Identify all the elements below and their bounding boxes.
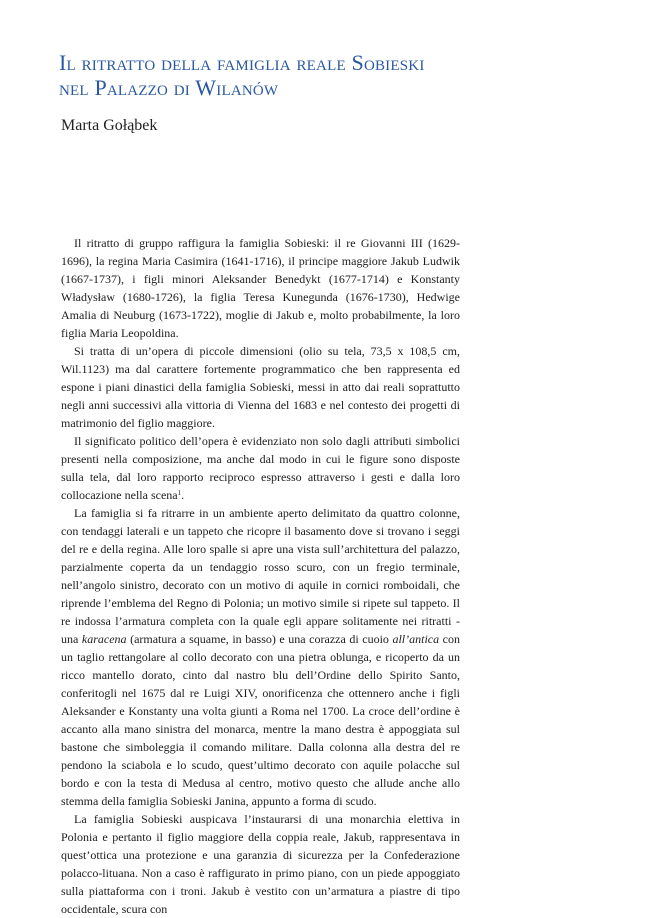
italic-term: karacena xyxy=(81,632,127,646)
article-title xyxy=(59,50,579,100)
paragraph: Il ritratto di gruppo raffigura la famiglia Sobieski: il re Giovanni III (1629-1696), la regina Maria Casimira (1641-1716), il principe maggiore Jakub Ludwik (1667-1737), i figli minori Aleksander Benedykt (1677-1714) e Konstanty Władysław (1680-1726), la figlia Teresa Kunegunda (1676-1730), Hedwige Amalia di Neuburg (1673-1722), moglie di Jakub e, molto probabilmente, la loro figlia Maria Leopoldina. xyxy=(61,236,460,340)
article-body xyxy=(61,234,460,918)
paragraph-text: Il significato politico dell’opera è evidenziato non solo dagli attributi simbolici presenti nella composizione, ma anche dal modo in cui le figure sono disposte sulla tela, dal loro rapporto reciproco espresso attraverso i gesti e dalla loro collocazione nella scena xyxy=(61,434,460,502)
title-line-2: nel Palazzo di Wilanów xyxy=(59,75,279,100)
italic-term: all’antica xyxy=(392,632,440,646)
paragraph xyxy=(61,504,460,810)
paragraph-text: (armatura a squame, in basso) e una corazza di cuoio xyxy=(126,632,393,646)
paragraph: La famiglia Sobieski auspicava l’instaurarsi di una monarchia elettiva in Polonia e pertanto il figlio maggiore della coppia reale, Jakub, rappresentava in quest’ottica una protezione e una garanzia di sicurezza per la Confederazione polacco-lituana. Non a caso è raffigurato in primo piano, con un piede appoggiato sulla piattaforma con i troni. Jakub è vestito con un’armatura a piastre di tipo occidentale, scura con xyxy=(61,812,460,916)
title-line-1: Il ritratto della famiglia reale Sobieski xyxy=(59,50,425,75)
paragraph: Si tratta di un’opera di piccole dimensioni (olio su tela, 73,5 x 108,5 cm, Wil.1123) ma dal carattere fortemente programmatico che ben rappresenta ed espone i piani dinastici della famiglia Sobieski, messi in atto dai reali soprattutto negli anni successivi alla vittoria di Vienna del 1683 e nel contesto dei progetti di matrimonio del figlio maggiore. xyxy=(61,344,460,430)
paragraph-text-end: . xyxy=(181,488,185,502)
paragraph-text: con un taglio rettangolare al collo decorato con una pietra oblunga, e ricoperto da un ricco mantello dorato, cinto dal nastro blu dell’Ordine dello Spirito Santo, conferitogli nel 1675 dal re Luigi XIV, onorificenza che ottennero anche i figli Aleksander e Konstanty una volta giunti a Roma nel 1700. La croce dell’ordine è accanto alla mano sinistra del monarca, mentre la mano destra è appoggiata sul bastone che simboleggia il comando militare. Dalla colonna alla destra del re pendono la sciabola e lo scudo, quest’ultimo decorato con aquile polacche sul bordo e con la testa di Medusa al centro, motivo questo che allude anche allo stemma della famiglia Sobieski Janina, appunto a forma di scudo. xyxy=(61,632,460,808)
paragraph-text: La famiglia si fa ritrarre in un ambiente aperto delimitato da quattro colonne, con tendaggi laterali e un tappeto che ricopre il basamento dove si trovano i seggi del re e della regina. Alle loro spalle si apre una vista sull’architettura del palazzo, parzialmente coperta da un tendaggio rosso scuro, con un fregio terminale, nell’angolo sinistro, decorato con un motivo di aquile in cornici romboidali, che riprende l’emblema del Regno di Polonia; un motivo simile si ripete sul tappeto. Il re indossa l’armatura completa con la quale egli appare solitamente nei ritratti - una xyxy=(61,506,460,646)
author-name: Marta Gołąbek xyxy=(61,117,158,134)
paragraph xyxy=(61,432,460,504)
footnote-marker[interactable]: 1 xyxy=(177,489,182,497)
